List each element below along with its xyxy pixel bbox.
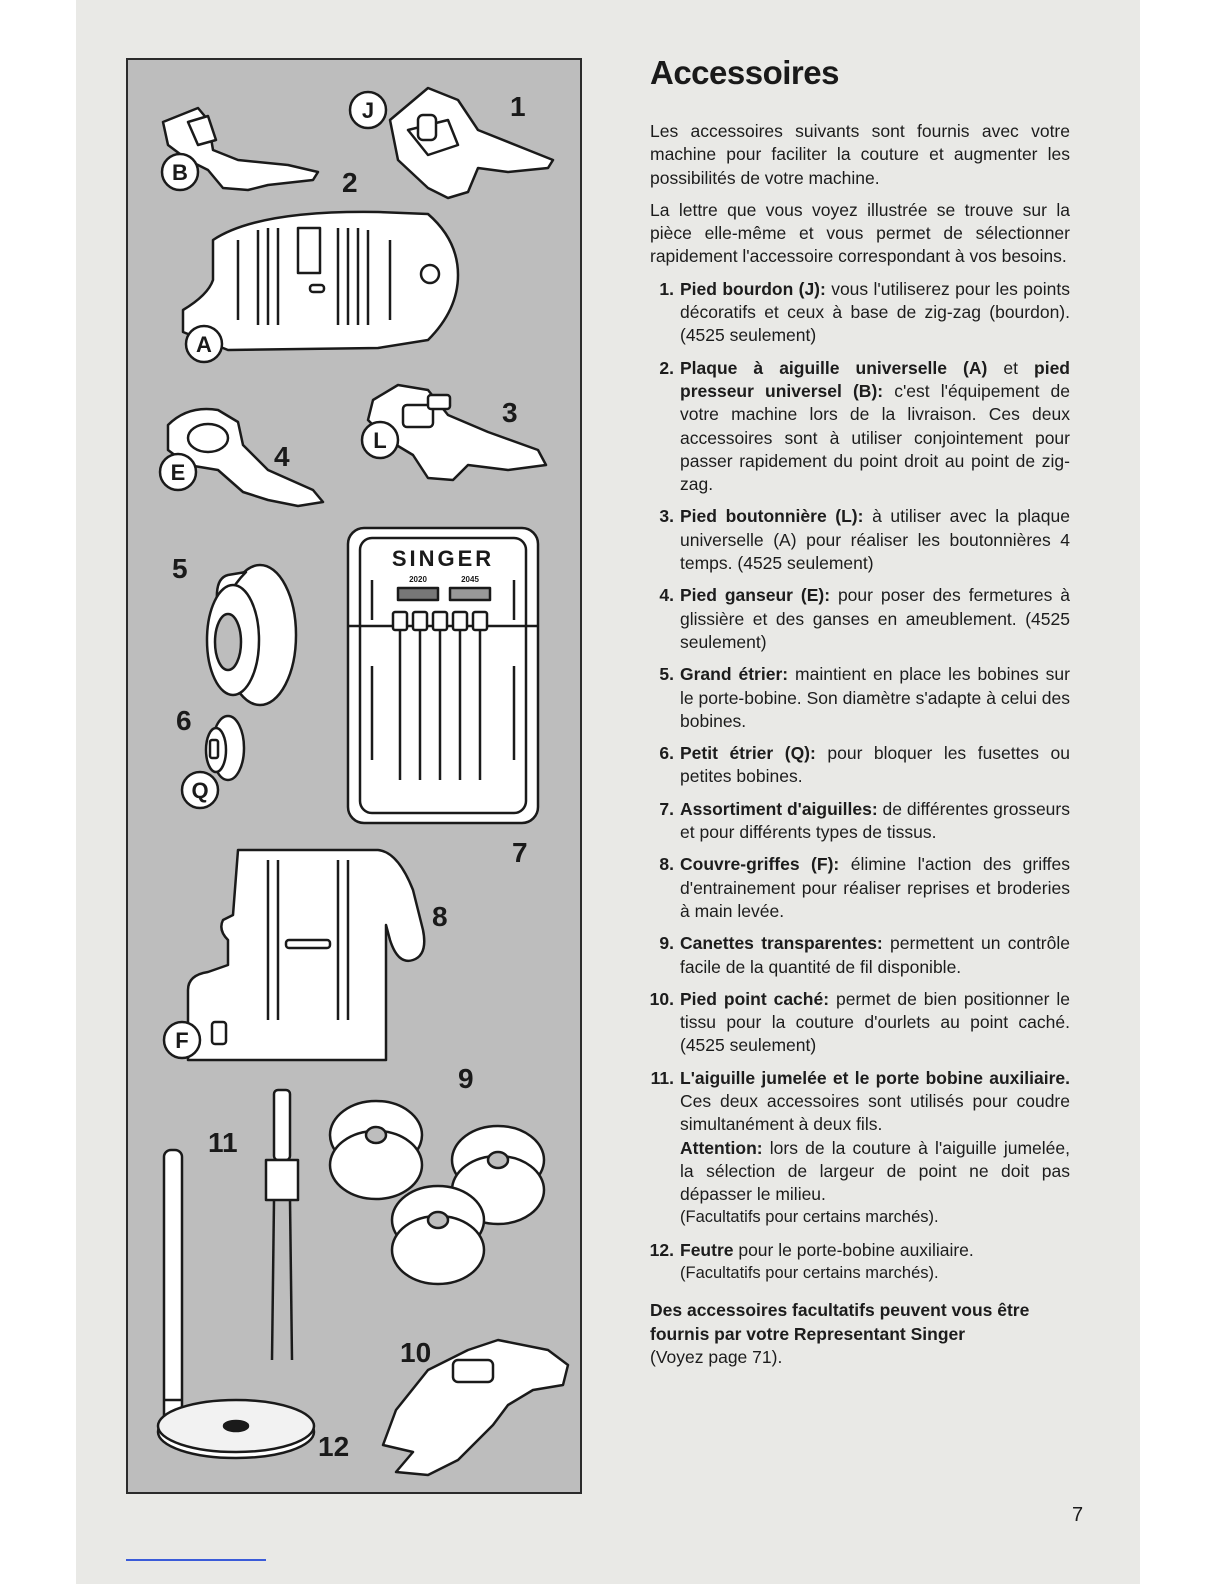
small-spool-cap-drawing	[206, 716, 244, 780]
needle-pack-left-code: 2020	[409, 575, 427, 584]
item-desc: pour le porte-bobine auxiliaire.	[733, 1239, 974, 1260]
closing-text: Des accessoires facultatifs peuvent vous être fournis par votre Representant Singer	[650, 1300, 1030, 1344]
item-desc: Ces deux accessoires sont utilisés pour coudre simultanément à deux fils.	[680, 1090, 1070, 1135]
list-item	[650, 1067, 1070, 1230]
item-desc: pour poser des fermetures à glissière et des ganses en ameublement. (4525 seulement)	[680, 585, 1070, 652]
svg-text:A: A	[196, 332, 212, 357]
number-4: 4	[274, 441, 290, 472]
accessories-drawing	[128, 60, 580, 1492]
page-reference: (Voyez page 71).	[650, 1346, 783, 1367]
list-item	[650, 584, 1070, 654]
item-number: 5.	[659, 664, 674, 685]
list-item	[650, 988, 1070, 1058]
closing-paragraph	[650, 1299, 1070, 1369]
label-f-badge	[164, 1022, 200, 1058]
svg-text:Q: Q	[191, 778, 209, 803]
attention-note	[680, 1137, 1070, 1207]
item-name: Pied boutonnière (L):	[680, 506, 864, 527]
item-number: 1.	[659, 278, 674, 299]
item-desc: à utiliser avec la plaque universelle (A) pour réaliser les boutonnières 4 temps. (4525 seulement)	[680, 506, 1070, 574]
item-name: Couvre-griffes (F):	[680, 854, 840, 875]
item-name: L'aiguille jumelée et le porte bobine auxiliaire.	[680, 1067, 1070, 1088]
label-q-badge	[182, 772, 218, 808]
attention-text: lors de la couture à l'aiguille jumelée, la sélection de largeur de point ne doit pas dépasser le milieu.	[680, 1137, 1070, 1205]
svg-text:E: E	[170, 460, 186, 485]
item-name: Feutre	[680, 1239, 734, 1260]
item-desc: de différentes grosseurs et pour différents types de tissus.	[680, 798, 1070, 843]
item-number: 11.	[650, 1067, 674, 1088]
number-3: 3	[502, 397, 518, 428]
number-8: 8	[432, 901, 448, 932]
feed-cover-drawing	[188, 850, 424, 1060]
number-5: 5	[172, 553, 188, 584]
page-number: 7	[1072, 1504, 1084, 1526]
link-underline	[126, 1559, 266, 1561]
intro-paragraph-1: Les accessoires suivants sont fournis avec votre machine pour faciliter la couture et augmenter les possibilités de votre machine.	[650, 121, 1070, 188]
svg-text:J: J	[361, 98, 375, 123]
list-item	[650, 798, 1070, 845]
intro-paragraph-2: La lettre que vous voyez illustrée se trouve sur la pièce elle-même et vous permet de sélectionner rapidement l'accessoire correspondant à vos besoins.	[650, 199, 1070, 267]
item-desc: maintient en place les bobines sur le porte-bobine. Son diamètre s'adapte à celui des bobines.	[680, 664, 1070, 731]
number-12: 12	[318, 1431, 350, 1462]
item-number: 10.	[649, 988, 674, 1009]
item-number: 3.	[659, 506, 674, 527]
number-9: 9	[458, 1063, 474, 1094]
number-7: 7	[512, 837, 528, 868]
item-desc: permet de bien positionner le tissu pour la couture d'ourlets au point caché. (4525 seulement)	[680, 988, 1070, 1056]
item-name: Pied bourdon (J):	[680, 278, 826, 299]
label-e-badge	[160, 454, 196, 490]
item-number: 4.	[659, 585, 674, 606]
item-name: Petit étrier (Q):	[680, 743, 816, 764]
svg-text:F: F	[175, 1028, 189, 1053]
list-item	[650, 1239, 1070, 1286]
item-name: Pied point caché:	[680, 988, 830, 1009]
list-item	[650, 278, 1070, 348]
item-number: 9.	[659, 933, 674, 954]
item-connector: et	[987, 357, 1035, 378]
list-item	[650, 932, 1070, 979]
number-10: 10	[400, 1337, 432, 1368]
accessories-text	[650, 120, 1070, 1369]
item-name: Assortiment d'aiguilles:	[680, 798, 878, 819]
label-l-badge	[362, 422, 398, 458]
accessories-illustration	[126, 58, 582, 1494]
attention-label: Attention:	[680, 1137, 763, 1158]
label-b-badge	[162, 154, 198, 190]
optional-note: (Facultatifs pour certains marchés).	[680, 1208, 939, 1227]
item-desc: c'est l'équipement de votre machine lors de la livraison. Ces deux accessoires sont à utiliser conjointement pour passer rapidement du point droit au point de zig-zag.	[680, 380, 1070, 495]
bobbins-drawing	[330, 1101, 544, 1284]
twin-needle-drawing	[266, 1090, 298, 1360]
item-number: 8.	[659, 854, 674, 875]
item-name: Plaque à aiguille universelle (A)	[680, 357, 988, 378]
item-desc: permettent un contrôle facile de la quantité de fil disponible.	[680, 933, 1070, 977]
needle-pack-right-code: 2045	[461, 575, 479, 584]
needle-pack-brand: SINGER	[391, 546, 495, 571]
label-a-badge	[186, 326, 222, 362]
spool-pin-drawing	[164, 1150, 182, 1440]
svg-text:L: L	[373, 428, 387, 453]
item-number: 6.	[659, 743, 674, 764]
item-name: Pied ganseur (E):	[680, 585, 831, 606]
list-item	[650, 853, 1070, 923]
item-name: Canettes transparentes:	[680, 933, 883, 954]
satin-foot-drawing	[390, 88, 553, 198]
number-6: 6	[176, 705, 192, 736]
number-11: 11	[208, 1127, 238, 1158]
number-1: 1	[510, 91, 526, 122]
item-name: Grand étrier:	[680, 664, 789, 685]
item-number: 2.	[659, 357, 674, 378]
item-number: 12.	[649, 1239, 674, 1260]
list-item	[650, 742, 1070, 789]
list-item	[650, 663, 1070, 733]
large-spool-cap-drawing	[207, 565, 296, 705]
item-name-2: pied presseur universel (B):	[680, 357, 1070, 401]
optional-note: (Facultatifs pour certains marchés).	[680, 1264, 939, 1283]
item-desc: pour bloquer les fusettes ou petites bobines.	[680, 743, 1070, 787]
number-2: 2	[342, 167, 358, 198]
item-desc: vous l'utiliserez pour les points décoratifs et ceux à base de zig-zag (bourdon). (4525 seulement)	[680, 278, 1070, 346]
felt-pad-drawing	[158, 1400, 314, 1458]
item-desc: élimine l'action des griffes d'entrainement pour réaliser reprises et broderies à main levée.	[680, 854, 1071, 921]
svg-text:B: B	[172, 160, 188, 185]
needle-plate-drawing	[183, 212, 458, 350]
page-title: Accessoires	[650, 54, 839, 91]
needle-pack-drawing	[348, 528, 538, 823]
label-j-badge	[350, 92, 386, 128]
item-number: 7.	[659, 798, 674, 819]
list-item	[650, 505, 1070, 575]
zipper-foot-drawing	[168, 409, 323, 506]
list-item	[650, 357, 1070, 497]
